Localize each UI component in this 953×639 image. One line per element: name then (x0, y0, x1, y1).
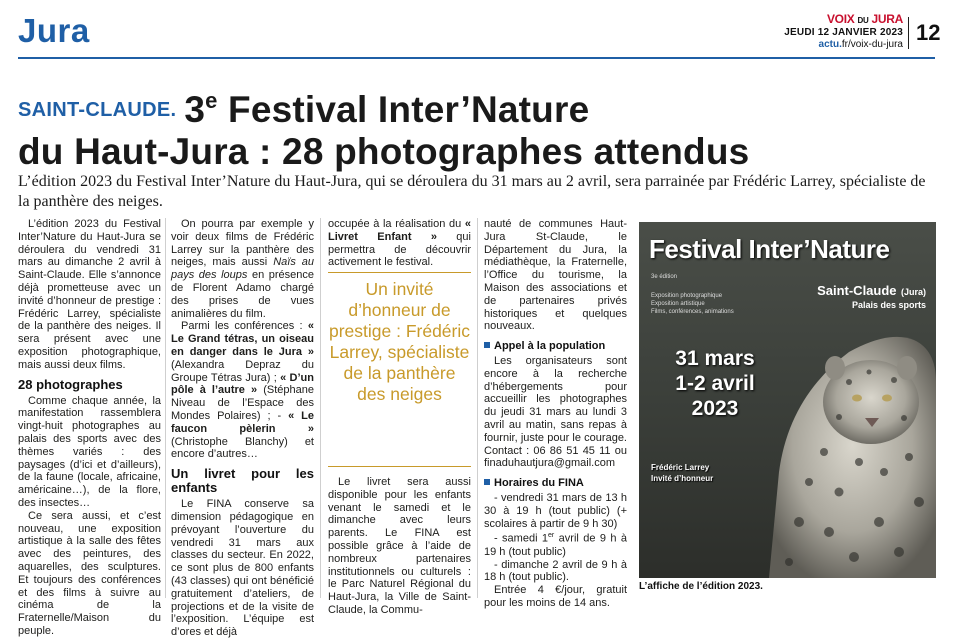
text-run: Parmi les conférences : (181, 320, 308, 333)
text-run: On pourra par exemple y voir deux films de Frédéric Larrey sur la panthère des neiges, mais aussi (171, 218, 314, 269)
conference-title: « D’un pôle à l’autre » (171, 371, 314, 397)
box-heading (484, 340, 627, 353)
poster-date-line1: 31 mars (675, 347, 755, 370)
paragraph: Ce sera aussi, et c’est nouveau, une exposition artistique à la salle des fêtes avec des peintures, des aquarelles, des sculptures. Et toujours des conférences et des films à suivre au cinéma de la Fraternelle/Maison du peuple. (18, 509, 161, 637)
site-url-domain: actu. (818, 39, 842, 50)
poster-guest-name: Frédéric Larrey (651, 463, 710, 472)
issue-date: JEUDI 12 JANVIER 2023 (784, 27, 903, 38)
text-run: occupée à la réalisation du (328, 218, 465, 230)
conference-title: « Le faucon pèlerin » (171, 409, 315, 435)
paragraph: Comme chaque année, la manifestation rassemblera vingt-huit photographes au palais des sports avec des thèmes variés : des paysages (d’ici et d’ailleurs), de la faune (locale, africaine, américaine…), de la flore, des insectes… (18, 394, 161, 509)
box-heading (484, 477, 627, 490)
newspaper-logo (784, 13, 903, 27)
site-url-path: fr/voix-du-jura (841, 39, 903, 50)
poster-theme: Exposition artistique (651, 301, 705, 307)
article-headline (18, 80, 938, 173)
paragraph: Les organisateurs sont encore à la recherche d’hébergements pour accueillir les photographes du jeudi 31 mars au lundi 3 avril au matin, sans repas à fournir, juste pour le courage. Contact : 06 86 51 45 11 ou finaduhautjura@gmail.com (484, 354, 627, 470)
article-column-3-continued (328, 476, 471, 617)
poster-guest (651, 462, 713, 484)
column-divider (320, 218, 321, 598)
paragraph: L’édition 2023 du Festival Inter’Nature du Haut-Jura se déroulera du vendredi 31 mars au dimanche 2 avril à Saint-Claude. Elle s’annonce déjà prometteuse avec un invité d’honneur de prestige : Frédéric Larrey, spécialiste de la panthère des neiges. Il sera présent avec une exposition photographique, mais aussi deux films. (18, 218, 161, 371)
conference-title: « Le Grand tétras, un oiseau en danger dans le Jura » (171, 320, 314, 358)
poster-dates (655, 346, 775, 421)
poster-date-line2: 1-2 avril (675, 372, 755, 395)
schedule-line: Entrée 4 €/jour, gratuit pour les moins de 14 ans. (484, 584, 627, 609)
pull-quote: Un invité d’honneur de prestige : Frédéric Larrey, spécialiste de la panthère des neiges (328, 272, 471, 467)
paragraph: Le FINA conserve sa dimension pédagogique en prévoyant l’ouverture du vendredi 31 mars aux classes du secteur. En 2022, ce sont plus de 800 enfants (43 classes) qui ont bénéficié gratuitement d’ateliers, de projections et de la visite de l’exposition. L’équipe est d’ores et déjà (171, 498, 314, 639)
text-run: - samedi 1 (494, 532, 549, 545)
headline-ordinal: 3 (184, 89, 206, 130)
poster-venue: Palais des sports (851, 300, 926, 310)
headline-kicker: SAINT-CLAUDE. (18, 99, 177, 121)
paragraph: nauté de communes Haut-Jura St-Claude, le Département du Jura, la médiathèque, la Fraternelle, l’Office du tourisme, la Maison des associations et de partenaires privés historiques et quelques nouveaux. (484, 218, 627, 333)
article-column-2 (171, 218, 314, 639)
booklet-title: « Livret Enfant » (328, 218, 471, 243)
poster-place-region: (Jura) (900, 287, 926, 297)
article-standfirst: L’édition 2023 du Festival Inter’Nature du Haut-Jura, qui se déroulera du 31 mars au 2 avril, sera parrainée par Frédéric Larrey, spécialiste de la panthère des neiges. (18, 173, 926, 210)
column-divider (165, 218, 166, 598)
masthead (784, 13, 903, 51)
square-bullet-icon (484, 479, 490, 485)
column-divider (477, 218, 478, 598)
article-column-3 (328, 218, 471, 269)
header-rule (18, 57, 935, 59)
text-run: qui permettra de découvrir activement le festival. (328, 230, 471, 269)
poster-location (817, 282, 926, 310)
headline-ordinal-suffix: e (205, 88, 218, 113)
poster-guest-role: Invité d’honneur (651, 474, 714, 483)
poster-themes (651, 292, 734, 316)
poster-caption: L’affiche de l’édition 2023. (639, 581, 763, 592)
poster-title: Festival Inter’Nature (649, 234, 890, 264)
article-column-4 (484, 218, 627, 610)
poster-place: Saint-Claude (817, 283, 897, 298)
square-bullet-icon (484, 342, 490, 348)
schedule-line: - vendredi 31 mars de 13 h 30 à 19 h (tout public) (+ scolaires à partir de 9 h 30) (484, 491, 627, 530)
logo-word-voix: VOIX (826, 12, 855, 26)
schedule-line: - dimanche 2 avril de 9 h à 18 h (tout public). (484, 558, 627, 584)
poster-year: 2023 (691, 397, 739, 420)
poster-theme: Films, conférences, animations (651, 309, 734, 315)
paragraph: Le livret sera aussi disponible pour les enfants venant le samedi et le dimanche avec leurs parents. Le FINA est possible grâce à l’aide de nombreux partenaires institutionnels ou culturels : le Parc Naturel Régional du Haut-Jura, la Ville de Saint-Claude, la Commu- (328, 476, 471, 616)
text-run: er (548, 532, 555, 540)
subheading: Un livret pour les enfants (171, 466, 314, 496)
film-title: Naïs au pays des loups (171, 256, 314, 282)
text-run: en présence de Florent Adamo chargé des prises de vues animalières du film. (171, 269, 314, 320)
section-rubric: Jura (18, 12, 90, 49)
box-heading-label: Horaires du FINA (494, 477, 584, 490)
festival-poster (639, 222, 936, 578)
text-run: (Alexandra Depraz du Groupe Tétras Jura) ; (171, 358, 314, 384)
logo-word-jura: JURA (871, 12, 903, 26)
paragraph (171, 218, 314, 320)
page-number: 12 (908, 17, 940, 49)
box-heading-label: Appel à la population (494, 340, 606, 353)
text-run: avril de 9 h à 19 h (tout public) (484, 532, 627, 558)
paragraph (328, 218, 471, 269)
text-run: (Christophe Blanchy) et encore d’autres… (171, 435, 314, 461)
logo-word-du: DU (857, 16, 869, 25)
headline-line1: Festival Inter’Nature (217, 89, 590, 130)
text-run: (Stéphane Niveau de l’Espace des Mondes Polaires) ; - (171, 384, 314, 422)
schedule-line (484, 530, 627, 558)
paragraph (171, 320, 314, 461)
site-url (784, 39, 903, 51)
poster-edition: 3e édition (651, 274, 678, 280)
article-column-1 (18, 218, 161, 638)
headline-line2: du Haut-Jura : 28 photographes attendus (18, 131, 750, 172)
subheading: 28 photographes (18, 376, 123, 392)
poster-theme: Exposition photographique (651, 293, 723, 299)
